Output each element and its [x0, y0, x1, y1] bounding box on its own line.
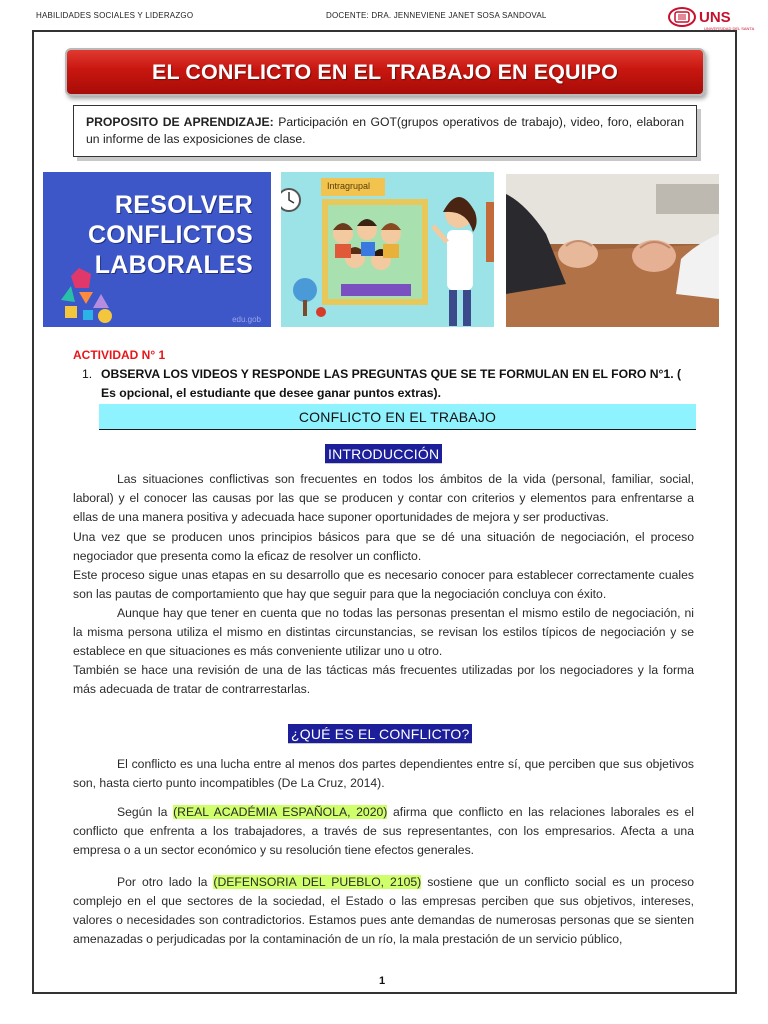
intro-paragraph-5: También se hace una revisión de una de las tácticas más frecuentes utilizadas por los negociadores y la forma más adecuada de tratar de contrarrestarlas. [73, 663, 694, 697]
image-credit: edu.gob [232, 315, 261, 324]
conflict-p3-pre: Por otro lado la [117, 875, 214, 889]
citation-defensoria: (DEFENSORIA DEL PUEBLO, 2105) [213, 875, 422, 889]
seal-icon [668, 7, 696, 27]
university-logo [668, 6, 755, 31]
conflict-heading: ¿QUÉ ES EL CONFLICTO? [288, 724, 472, 744]
intro-p1-text: Las situaciones conflictivas son frecuentes en todos los ámbitos de la vida (personal, familiar, social, laboral) y el conocer las causas por las que se producen y contar con criterios y elementos para enfrentarse a ellas de una manera positiva y adecuada hace suponer oportunidades de mejora y ser productivas. [73, 472, 694, 525]
purpose-text: Participación en GOT(grupos operativos de trabajo), video, foro, elaboran un informe de las exposiciones de clase. [86, 115, 684, 146]
activity-item-number: 1. [82, 367, 93, 381]
classroom-illustration [281, 172, 494, 327]
logo-subtitle: UNIVERSIDAD DEL SANTA [704, 26, 755, 31]
logo-text: UNS [699, 8, 731, 26]
conflict-p3-post: sostiene que un conflicto social es un proceso complejo en el que sectores de la sociedad, el Estado o las empresas perciben que sus objetivos, intereses, valores o necesidades son contradictorios. Estamos pues ante demandas de numerosas personas que se sienten amenazadas o perjudicadas por la contaminación de un río, la mala prestación de un servicio público, [73, 875, 694, 947]
citation-rae: (REAL ACADÉMIA ESPAÑOLA, 2020) [173, 805, 388, 819]
conflict-paragraph-3 [73, 873, 694, 949]
hands-photo [506, 174, 719, 327]
intro-paragraph-2: Una vez que se producen unos principios básicos para que se dé una situación de negociación, el proceso negociador que presenta como la eficaz de resolver un conflicto. [73, 530, 694, 564]
activity-list [82, 365, 682, 403]
page-number: 1 [379, 975, 386, 987]
header-teacher: DOCENTE: DRA. JENNEVIENE JANET SOSA SANDOVAL [326, 11, 547, 20]
intro-paragraph-3: Este proceso sigue unas etapas en su desarrollo que es necesario conocer para establecer correctamente cuales son las pautas de comportamiento que hay que seguir para que la negociación concluya con éxito. [73, 568, 694, 602]
purpose-box [73, 105, 697, 157]
activity-title: ACTIVIDAD N° 1 [73, 348, 166, 362]
title-banner [65, 48, 705, 96]
purpose-label: PROPOSITO DE APRENDIZAJE: [86, 115, 274, 129]
activity-item-text: OBSERVA LOS VIDEOS Y RESPONDE LAS PREGUNTAS QUE SE TE FORMULAN EN EL FORO N°1. ( Es opcional, el estudiante que desee ganar puntos extras). [101, 367, 682, 400]
image-intragrupal [281, 172, 494, 327]
image-caption-line: CONFLICTOS [87, 221, 253, 249]
intro-paragraph-4 [73, 604, 694, 661]
image-negotiation-hands [506, 174, 719, 327]
intro-heading: INTRODUCCIÓN [325, 444, 442, 464]
section-bar: CONFLICTO EN EL TRABAJO [99, 404, 696, 430]
image-caption-line: LABORALES [94, 251, 253, 279]
intro-paragraph-1 [73, 470, 694, 527]
conflict-paragraph-1 [73, 755, 694, 793]
conflict-p2-pre: Según la [117, 805, 174, 819]
conflict-p1-text: El conflicto es una lucha entre al menos dos partes dependientes entre sí, que perciben que sus objetivos son, hasta cierto punto incompatibles (De La Cruz, 2014). [73, 757, 694, 791]
header-course: HABILIDADES SOCIALES Y LIDERAZGO [36, 11, 194, 20]
conflict-p2-post: afirma que conflicto en las relaciones laborales es el conflicto que enfrenta a los trabajadores, a través de sus representantes, con los empresarios. Afecta a una empresa o a un sector económico y su resolución tiene efectos generales. [73, 805, 694, 858]
conflict-paragraph-2 [73, 803, 694, 860]
shapes-icon [53, 262, 123, 324]
page-title: EL CONFLICTO EN EL TRABAJO EN EQUIPO [152, 59, 618, 84]
intro-p4-text: Aunque hay que tener en cuenta que no todas las personas presentan el mismo estilo de negociación, ni la misma persona utiliza el mismo en distintas circunstancias, se revisan los estilos típicos de negociación y se establece en que situaciones es más conveniente utilizar uno u otro. [73, 606, 694, 659]
image-resolver-conflictos [43, 172, 271, 327]
image-caption-line: RESOLVER [114, 191, 253, 219]
image-label: Intragrupal [321, 178, 385, 196]
